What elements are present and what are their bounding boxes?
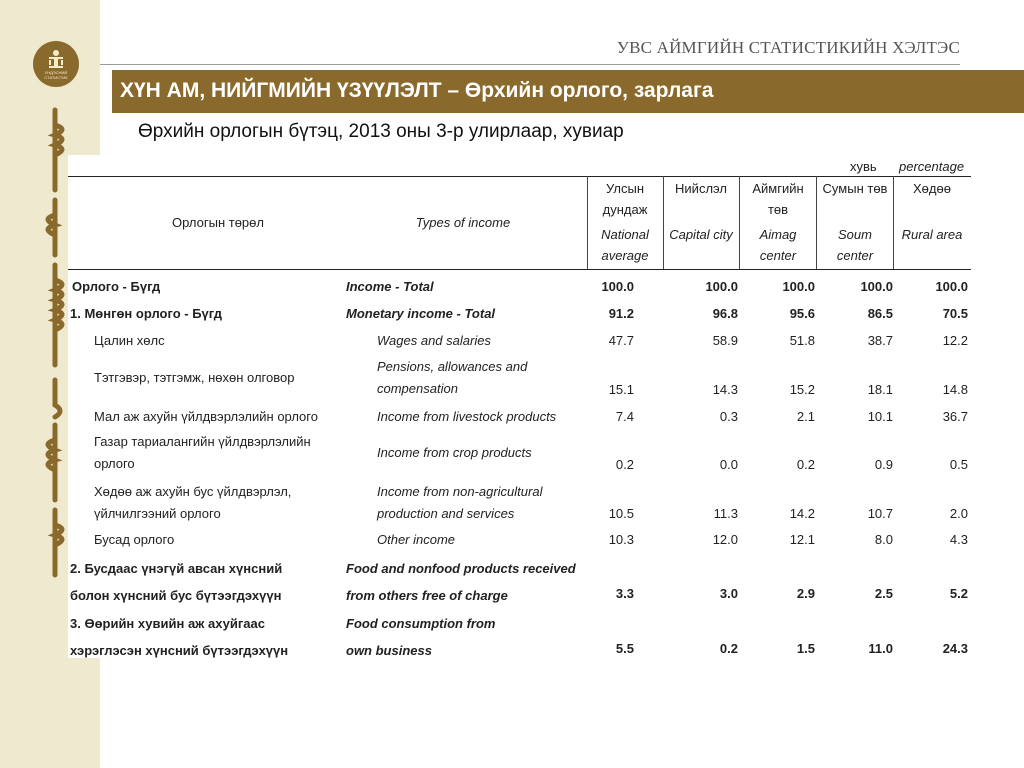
- cell-national: 7.4: [615, 409, 634, 424]
- row-label-mn: Хөдөө аж ахуйн бус үйлдвэрлэл, үйлчилгээний орлого: [94, 484, 292, 521]
- row-label-en: Income - Total: [346, 279, 434, 294]
- cell-national: 47.7: [608, 333, 634, 348]
- header-national-mn: Улсын дундаж: [602, 181, 648, 217]
- header-type-en: Types of income: [415, 215, 511, 230]
- unit-label-mn: хувь: [850, 159, 877, 174]
- header-rural-en: Rural area: [901, 227, 963, 242]
- cell-aimag: 2.1: [796, 409, 815, 424]
- column-divider: [739, 176, 740, 269]
- row-label-mn: Газар тариалангийн үйлдвэрлэлийн орлого: [94, 434, 311, 471]
- cell-aimag: 95.6: [789, 306, 815, 321]
- row-label-en: Monetary income - Total: [346, 306, 496, 321]
- cell-capital: 58.9: [712, 333, 738, 348]
- header-type-mn: Орлогын төрөл: [172, 215, 264, 230]
- cell-national: 10.3: [608, 532, 634, 547]
- cell-capital: 0.2: [719, 641, 738, 656]
- header-aimag-mn: Аймгийн төв: [752, 181, 804, 217]
- cell-rural: 4.3: [949, 532, 968, 547]
- row-label-mn: 2. Бусдаас үнэгүй авсан хүнсний болон хүнсний бус бүтээгдэхүүн: [70, 561, 283, 603]
- row-label-mn: 1. Мөнгөн орлого - Бүгд: [70, 306, 222, 321]
- row-label-en: Pensions, allowances and compensation: [377, 359, 528, 396]
- cell-aimag: 51.8: [789, 333, 815, 348]
- cell-national: 5.5: [615, 641, 634, 656]
- cell-capital: 12.0: [712, 532, 738, 547]
- cell-rural: 14.8: [942, 382, 968, 397]
- logo-text: УНДЭСНИЙ СТАТИСТИК: [44, 70, 68, 80]
- row-label-en: Food and nonfood products received from others free of charge: [346, 561, 576, 603]
- cell-capital: 96.8: [712, 306, 738, 321]
- cell-soum: 2.5: [874, 586, 893, 601]
- header-soum-mn: Сумын төв: [822, 181, 888, 196]
- column-divider: [663, 176, 664, 269]
- cell-rural: 24.3: [942, 641, 968, 656]
- row-label-mn: Тэтгэвэр, тэтгэмж, нөхөн олговор: [94, 370, 295, 385]
- cell-soum: 0.9: [874, 457, 893, 472]
- cell-rural: 100.0: [935, 279, 968, 294]
- cell-soum: 86.5: [867, 306, 893, 321]
- row-label-en: Other income: [377, 532, 456, 547]
- row-label-mn: Мал аж ахуйн үйлдвэрлэлийн орлого: [94, 409, 318, 424]
- cell-soum: 11.0: [868, 641, 893, 656]
- income-table: [68, 155, 980, 658]
- page-title: ХҮН АМ, НИЙГМИЙН ҮЗҮҮЛЭЛТ – Өрхийн орлого, зарлага: [120, 79, 714, 102]
- cell-rural: 36.7: [942, 409, 968, 424]
- cell-capital: 0.0: [719, 457, 738, 472]
- row-label-mn: 3. Өөрийн хувийн аж ахуйгаас хэрэглэсэн хүнсний бүтээгдэхүүн: [70, 616, 289, 658]
- cell-rural: 70.5: [942, 306, 968, 321]
- cell-rural: 12.2: [942, 333, 968, 348]
- row-label-mn: Бусад орлого: [94, 532, 175, 547]
- cell-national: 10.5: [608, 506, 634, 521]
- cell-soum: 8.0: [874, 532, 893, 547]
- header-rural-mn: Хөдөө: [913, 181, 951, 196]
- cell-soum: 38.7: [867, 333, 893, 348]
- cell-soum: 18.1: [867, 382, 893, 397]
- column-divider: [587, 176, 588, 269]
- cell-aimag: 100.0: [782, 279, 815, 294]
- cell-capital: 100.0: [705, 279, 738, 294]
- cell-national: 15.1: [608, 382, 634, 397]
- cell-rural: 2.0: [949, 506, 968, 521]
- row-label-en: Food consumption from own business: [346, 616, 496, 658]
- cell-national: 100.0: [601, 279, 634, 294]
- header-capital-en: Capital city: [669, 227, 733, 242]
- header-aimag-en: Aimag center: [759, 227, 797, 263]
- cell-rural: 0.5: [949, 457, 968, 472]
- cell-aimag: 12.1: [789, 532, 815, 547]
- cell-aimag: 14.2: [789, 506, 815, 521]
- table-header-rule: [68, 269, 971, 270]
- row-label-mn: Цалин хөлс: [94, 333, 165, 348]
- cell-capital: 3.0: [719, 586, 738, 601]
- cell-capital: 14.3: [712, 382, 738, 397]
- cell-aimag: 15.2: [789, 382, 815, 397]
- unit-label-en: percentage: [899, 159, 965, 174]
- header-capital-mn: Нийслэл: [675, 181, 727, 196]
- cell-soum: 100.0: [860, 279, 893, 294]
- cell-soum: 10.7: [867, 506, 893, 521]
- cell-national: 3.3: [615, 586, 634, 601]
- emblem-icon: [45, 48, 67, 70]
- row-label-en: Income from non-agricultural production and services: [377, 484, 543, 521]
- emblem-logo: [33, 41, 79, 87]
- header-national-en: National average: [601, 227, 649, 263]
- cell-national: 0.2: [615, 457, 634, 472]
- cell-rural: 5.2: [949, 586, 968, 601]
- cell-national: 91.2: [608, 306, 634, 321]
- cell-aimag: 1.5: [796, 641, 815, 656]
- row-label-en: Income from livestock products: [377, 409, 557, 424]
- cell-capital: 0.3: [719, 409, 738, 424]
- header-divider: [100, 64, 960, 65]
- header-soum-en: Soum center: [836, 227, 874, 263]
- column-divider: [816, 176, 817, 269]
- cell-aimag: 2.9: [796, 586, 815, 601]
- cell-soum: 10.1: [867, 409, 893, 424]
- cell-aimag: 0.2: [796, 457, 815, 472]
- row-label-en: Wages and salaries: [377, 333, 491, 348]
- column-divider: [893, 176, 894, 269]
- table-top-rule: [68, 176, 971, 177]
- row-label-en: Income from crop products: [377, 445, 532, 460]
- organization-name: УВС АЙМГИЙН СТАТИСТИКИЙН ХЭЛТЭС: [616, 38, 960, 57]
- table-subtitle: Өрхийн орлогын бүтэц, 2013 оны 3-р улирлаар, хувиар: [138, 121, 624, 142]
- row-label-mn: Орлого - Бүгд: [72, 279, 161, 294]
- cell-capital: 11.3: [713, 506, 738, 521]
